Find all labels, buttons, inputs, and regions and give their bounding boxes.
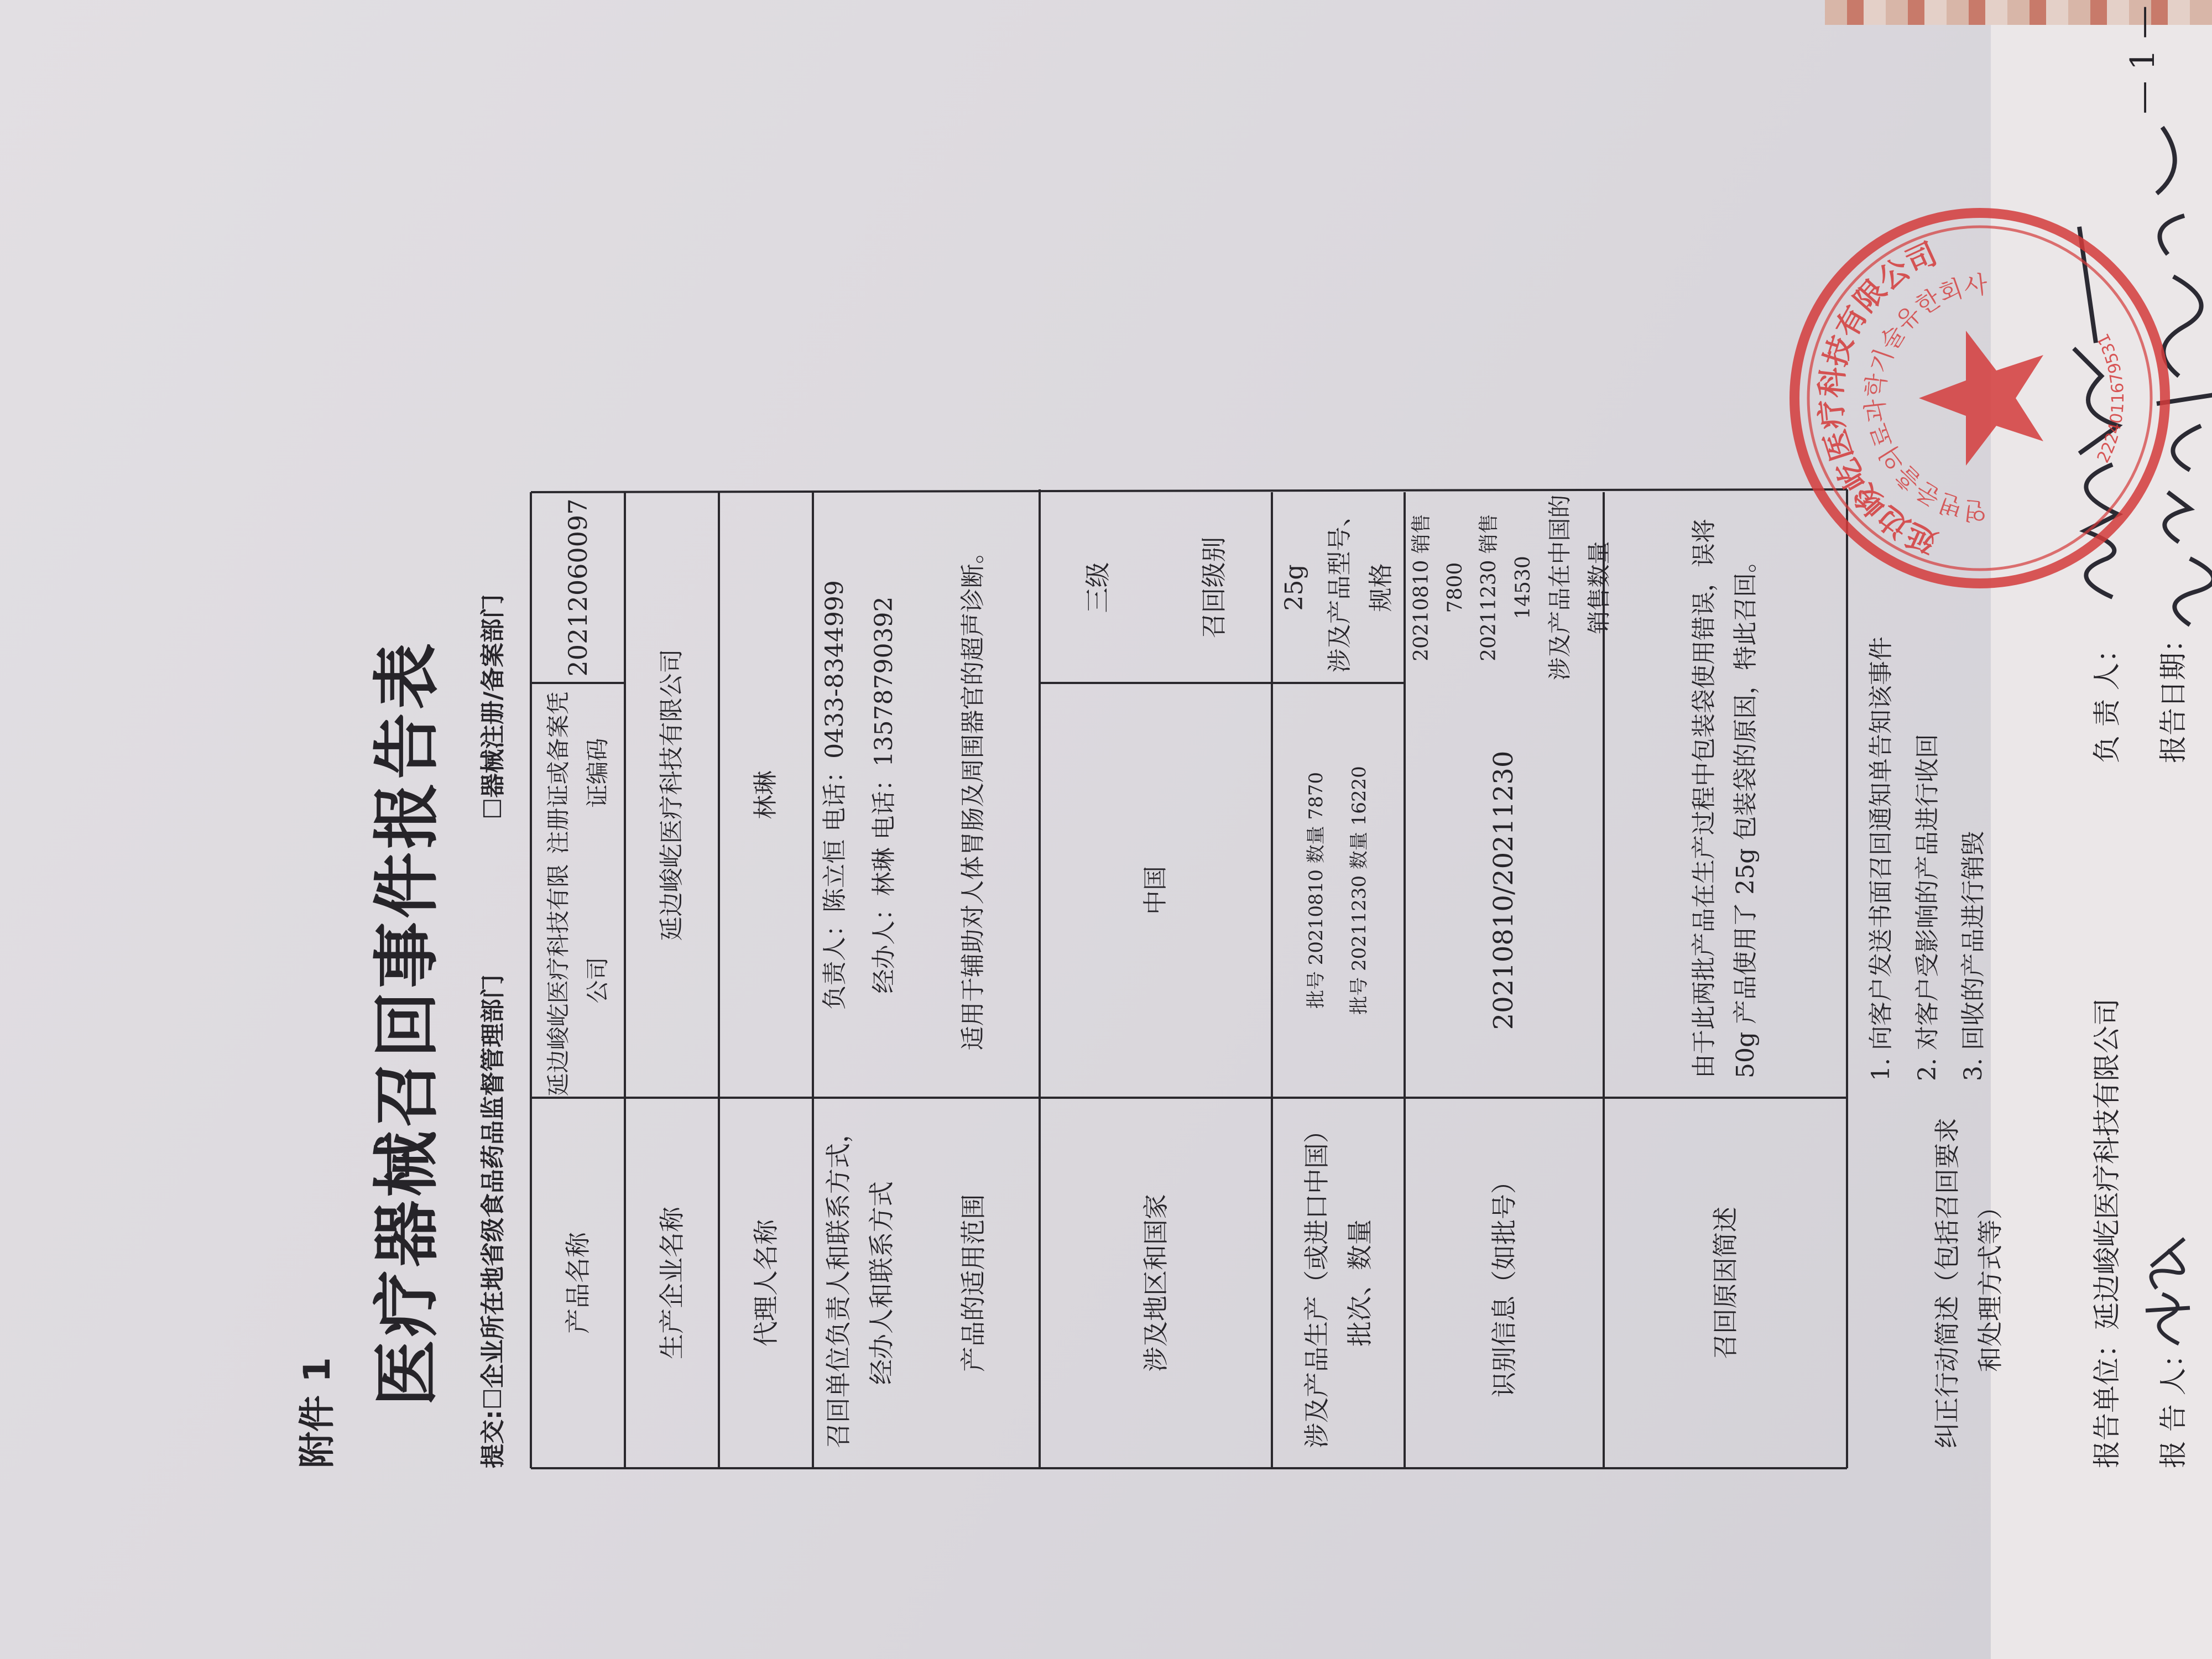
reason-value: 由于此两批产品在生产过程中包装袋使用错误，误将 50g 产品使用了 25g 包装袋的原因，特此召回。 [1690, 519, 1760, 1078]
sales-line-1: 20210810 销售 7800 [1410, 514, 1467, 661]
submit-option-provincial: ☐企业所在地省级食品药品监督管理部门 [479, 974, 507, 1410]
batch-line-1: 批号 20210810 数量 7870 [1305, 772, 1328, 1009]
scope-value: 适用于辅助对人体胃肠及周围器官的超声诊断。 [958, 539, 987, 1051]
batch-label: 涉及产品生产（或进口中国）批次、数量 [1301, 1118, 1375, 1448]
action-item-1: 1. 向客户发送书面召回通知单告知该事件 [1867, 637, 1895, 1081]
sales-line-2: 20211230 销售 14530 [1478, 514, 1535, 661]
company-seal-stamp [1781, 199, 2179, 597]
responsible-line [2085, 635, 2125, 763]
product-name-label: 产品名称 [562, 1232, 593, 1334]
model-label-text: 涉及产品型号、规格 [1326, 502, 1396, 673]
page-number: — 1 — [2124, 6, 2162, 114]
report-unit-label: 报告单位： [2091, 1330, 2123, 1468]
id-label: 识别信息（如批号） [1489, 1168, 1519, 1397]
contact-handler: 经办人：林琳 电话：13578790392 [870, 596, 898, 994]
contact-responsible: 负责人：陈立恒 电话：0433-8344999 [821, 580, 849, 1010]
agent-value: 林琳 [751, 770, 780, 820]
product-name-value: 延边峻屹医疗科技有限公司 [544, 864, 611, 1097]
contact-label: 召回单位负责人和联系方式，经办人和联系方式 [823, 1118, 896, 1448]
sales-label [1405, 492, 1613, 683]
report-unit-value: 延边峻屹医疗科技有限公司 [2091, 998, 2123, 1330]
reporter-label: 报 告 人： [2157, 1340, 2189, 1468]
batch-line-2: 批号 20211230 数量 16220 [1348, 766, 1370, 1015]
action-label: 纠正行动简述（包括召回要求和处理方式等） [1932, 1118, 2005, 1448]
region-label: 涉及地区和国家 [1140, 1194, 1171, 1372]
model-label [1272, 492, 1405, 683]
region-value: 中国 [1141, 866, 1170, 915]
id-value: 20210810/20211230 [1488, 750, 1520, 1030]
report-date-label: 报告日期： [2157, 625, 2189, 763]
scope-label: 产品的适用范围 [958, 1194, 988, 1372]
responsible-label: 负 责 人： [2091, 635, 2123, 763]
reason-label: 召回原因简述 [1710, 1207, 1740, 1359]
level-value-text: 三级 [1082, 562, 1113, 613]
submit-option-registration: ☐器械注册/备案部门 [479, 594, 507, 820]
action-item-2: 2. 对客户受影响的产品进行收回 [1913, 734, 1942, 1081]
submit-label: 提交: [479, 1410, 507, 1468]
reg-no-value: 20212060097 [562, 498, 593, 677]
seal-company-text: 延边峻屹医疗科技有限公司 [1813, 236, 1943, 561]
batch-values [1272, 683, 1405, 1098]
report-unit-line [2085, 998, 2125, 1468]
seal-korean-text: 연변준흘의료과학기술유한회사 [1861, 270, 1989, 526]
model-value: 25g [1280, 564, 1308, 611]
reg-no-label: 注册证或备案凭证编码 [544, 691, 611, 854]
sales-label-text: 涉及产品在中国的销售数量 [1546, 494, 1613, 681]
level-label-text: 召回级别 [1198, 536, 1229, 639]
contact-values [813, 492, 907, 1098]
page-title: 医疗器械召回事件报告表 [369, 640, 446, 1406]
action-item-3: 3. 回收的产品进行销毁 [1959, 831, 1988, 1081]
manufacturer-label: 生产企业名称 [656, 1207, 687, 1359]
attachment-label: 附件 1 [296, 1357, 338, 1468]
manufacturer-value: 延边峻屹医疗科技有限公司 [657, 649, 686, 941]
level-label [1040, 492, 1272, 683]
seal-number-text: 2224011679531 [2093, 330, 2128, 466]
agent-label: 代理人名称 [750, 1219, 781, 1347]
